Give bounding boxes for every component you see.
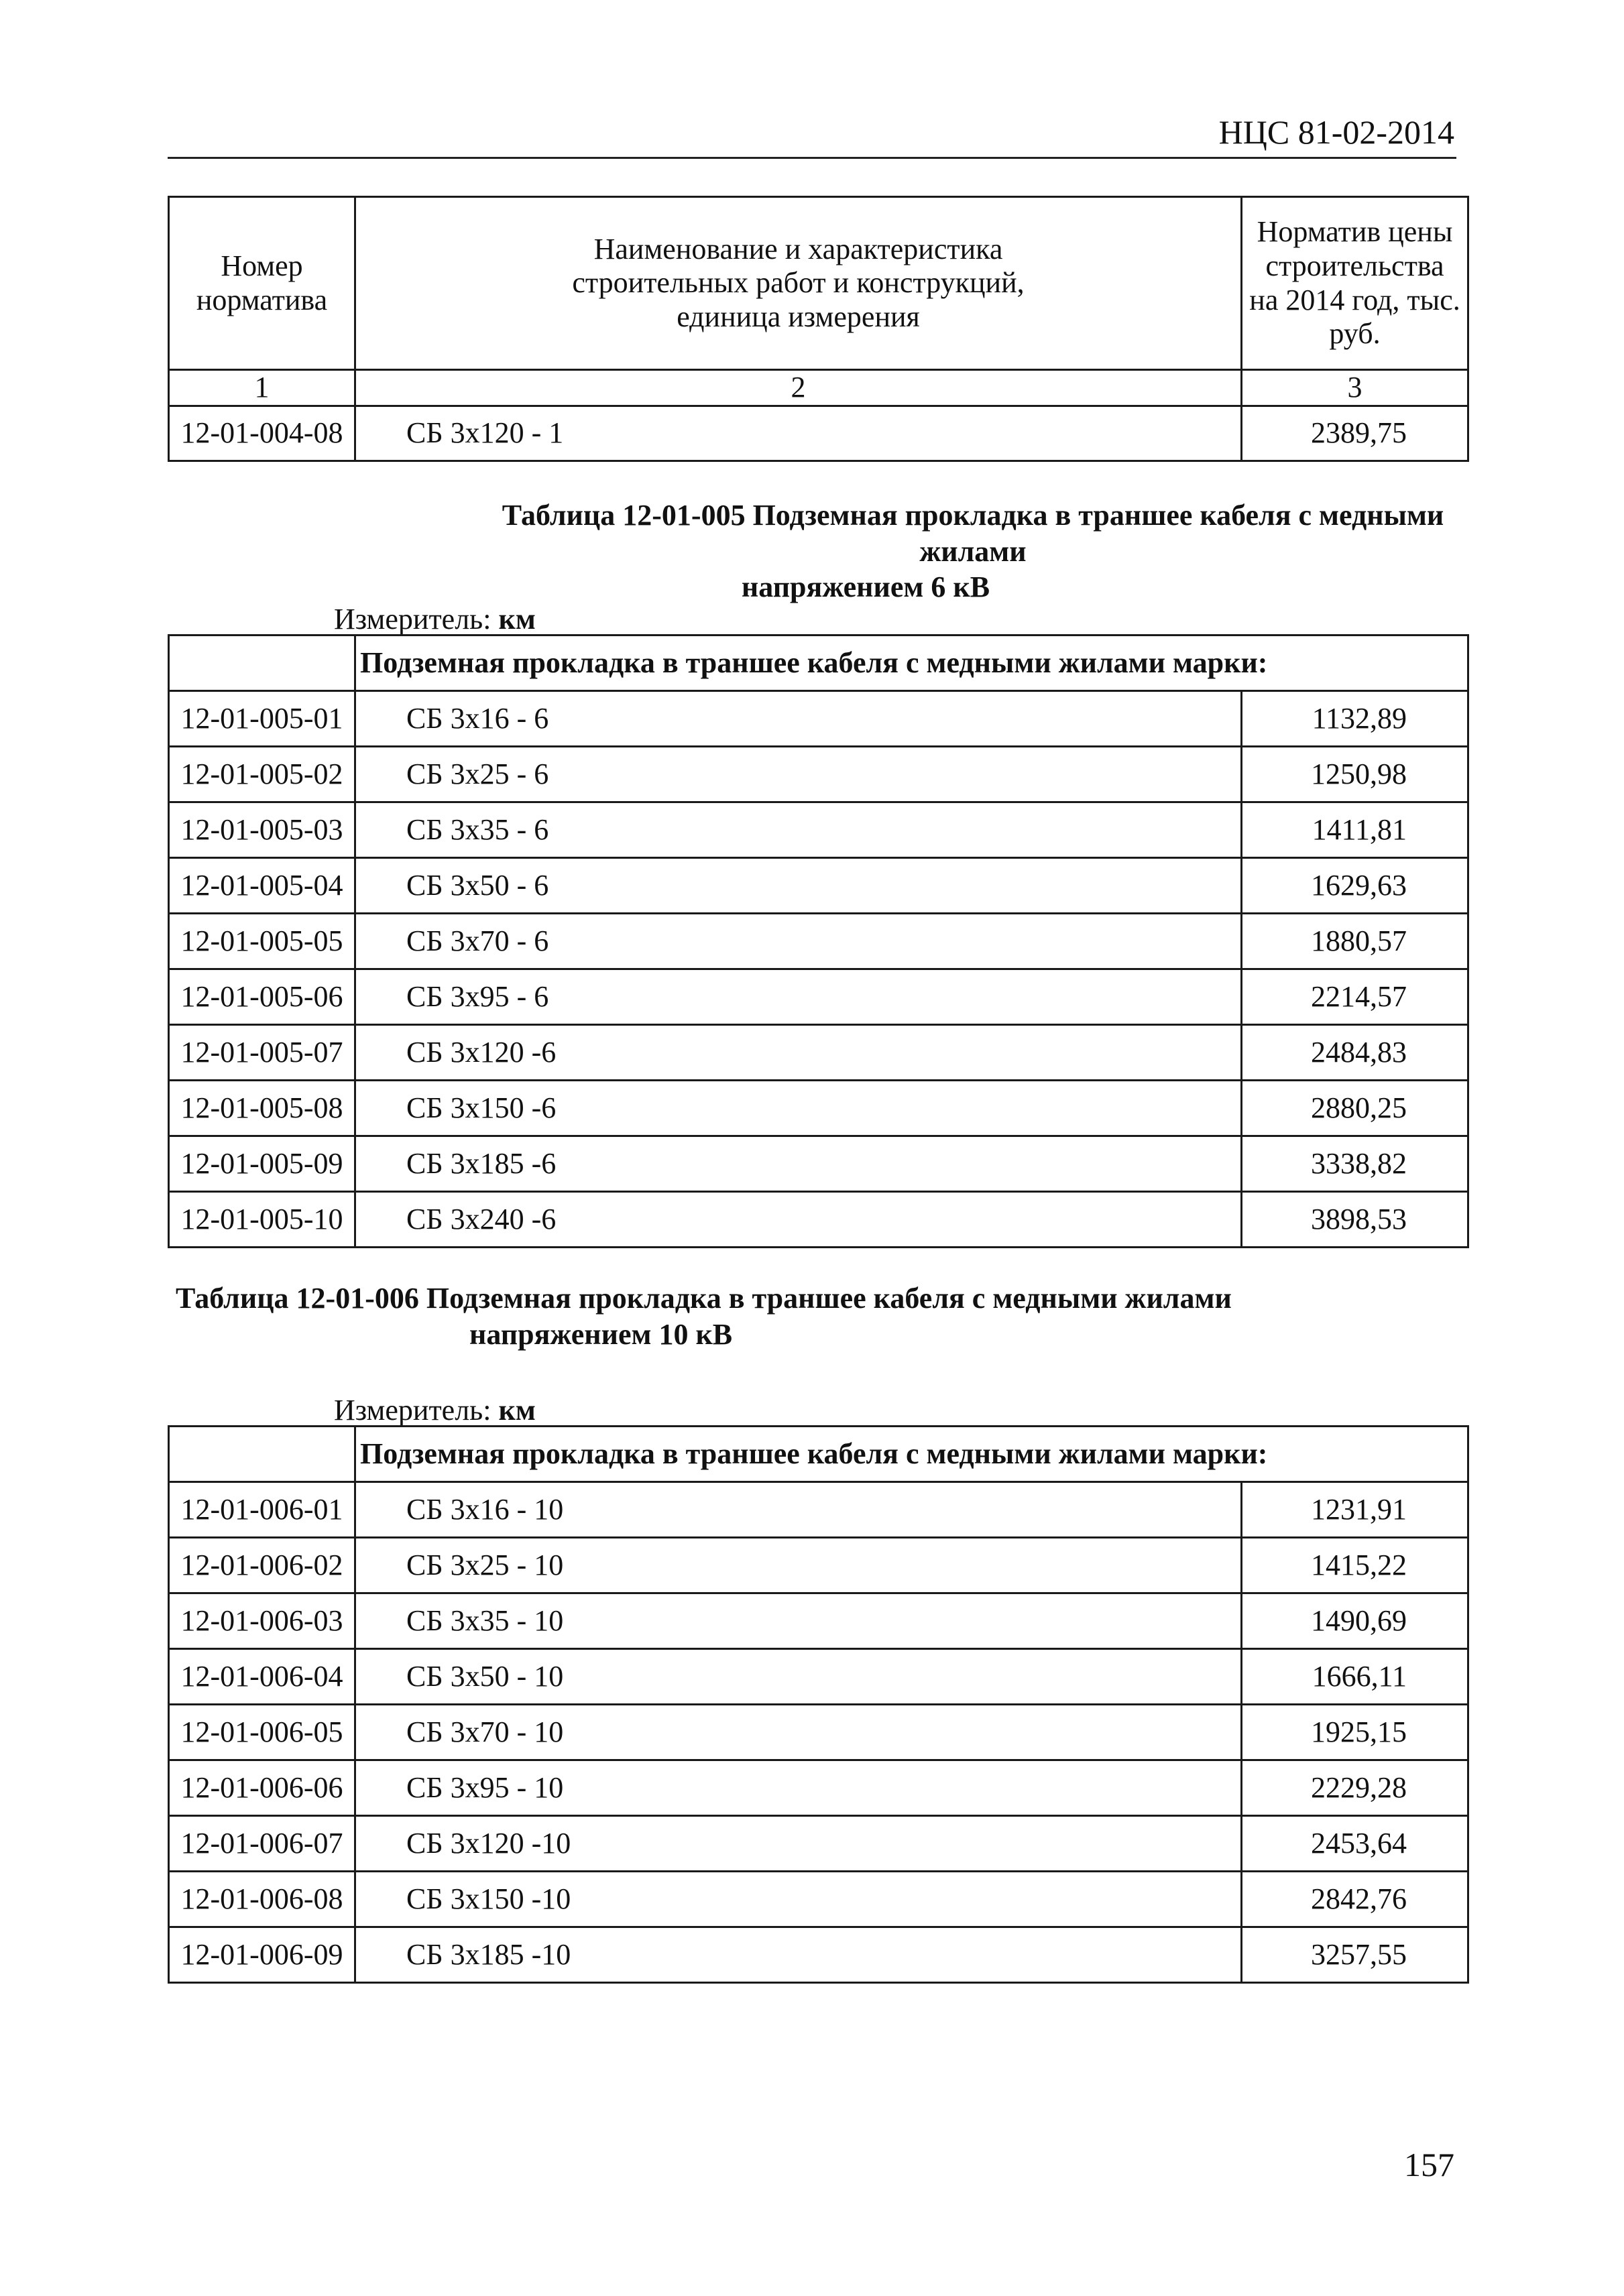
row-name: СБ 3х120 -6 xyxy=(355,1025,1242,1081)
table-005-caption-line1: Таблица 12-01-005 Подземная прокладка в траншее кабеля с медными жилами xyxy=(502,499,1444,568)
column-number-row xyxy=(169,370,1468,406)
row-name: СБ 3х70 - 10 xyxy=(355,1705,1242,1760)
row-code: 12-01-005-01 xyxy=(169,691,355,747)
row-value: 1925,15 xyxy=(1242,1705,1468,1760)
column-header-name: Наименование и характеристика строительных работ и конструкций, единица измерения xyxy=(355,197,1242,370)
row-name: СБ 3х16 - 10 xyxy=(355,1482,1242,1538)
row-name: СБ 3х35 - 10 xyxy=(355,1593,1242,1649)
table-row xyxy=(169,1927,1468,1983)
table-006-meter xyxy=(334,1393,536,1427)
row-code: 12-01-005-09 xyxy=(169,1136,355,1192)
table-row xyxy=(169,1816,1468,1872)
row-code: 12-01-005-08 xyxy=(169,1081,355,1136)
table-005-caption-line2: напряжением 6 кВ xyxy=(741,570,990,604)
row-name: СБ 3х50 - 6 xyxy=(355,858,1242,914)
group-header-row xyxy=(169,1427,1468,1482)
group-header: Подземная прокладка в траншее кабеля с медными жилами марки: xyxy=(355,636,1468,691)
row-code: 12-01-006-05 xyxy=(169,1705,355,1760)
row-value: 1490,69 xyxy=(1242,1593,1468,1649)
row-value: 2453,64 xyxy=(1242,1816,1468,1872)
table-row xyxy=(169,1760,1468,1816)
table-row xyxy=(169,1482,1468,1538)
table-row xyxy=(169,1649,1468,1705)
document-code: НЦС 81-02-2014 xyxy=(1218,113,1454,151)
meter-label: Измеритель: xyxy=(334,1394,491,1427)
table-006-caption-line2: напряжением 10 кВ xyxy=(469,1317,733,1351)
row-value: 3898,53 xyxy=(1242,1192,1468,1248)
row-name: СБ 3х50 - 10 xyxy=(355,1649,1242,1705)
group-header: Подземная прокладка в траншее кабеля с медными жилами марки: xyxy=(355,1427,1468,1482)
header-table xyxy=(168,196,1469,462)
row-name: СБ 3х120 - 1 xyxy=(355,406,1242,461)
row-value: 1231,91 xyxy=(1242,1482,1468,1538)
table-row xyxy=(169,1025,1468,1081)
row-value: 1415,22 xyxy=(1242,1538,1468,1593)
table-006-body xyxy=(169,1482,1468,1983)
row-name: СБ 3х25 - 6 xyxy=(355,747,1242,802)
table-row xyxy=(169,1872,1468,1927)
row-value: 3257,55 xyxy=(1242,1927,1468,1983)
row-code: 12-01-005-06 xyxy=(169,969,355,1025)
row-code: 12-01-005-03 xyxy=(169,802,355,858)
table-row xyxy=(169,1705,1468,1760)
row-code: 12-01-006-09 xyxy=(169,1927,355,1983)
row-name: СБ 3х185 -6 xyxy=(355,1136,1242,1192)
row-value: 3338,82 xyxy=(1242,1136,1468,1192)
row-name: СБ 3х120 -10 xyxy=(355,1816,1242,1872)
row-name: СБ 3х35 - 6 xyxy=(355,802,1242,858)
row-name: СБ 3х25 - 10 xyxy=(355,1538,1242,1593)
row-value: 2484,83 xyxy=(1242,1025,1468,1081)
row-name: СБ 3х95 - 10 xyxy=(355,1760,1242,1816)
row-value: 1250,98 xyxy=(1242,747,1468,802)
row-value: 1411,81 xyxy=(1242,802,1468,858)
table-005-caption xyxy=(168,497,1456,605)
table-row xyxy=(169,1538,1468,1593)
row-code: 12-01-005-10 xyxy=(169,1192,355,1248)
meter-label: Измеритель: xyxy=(334,603,491,636)
column-header-code: Номер норматива xyxy=(169,197,355,370)
row-value: 2229,28 xyxy=(1242,1760,1468,1816)
table-006 xyxy=(168,1425,1469,1984)
row-code: 12-01-006-01 xyxy=(169,1482,355,1538)
row-code: 12-01-005-05 xyxy=(169,914,355,969)
row-value: 2842,76 xyxy=(1242,1872,1468,1927)
row-value: 2389,75 xyxy=(1242,406,1468,461)
row-name: СБ 3х16 - 6 xyxy=(355,691,1242,747)
row-value: 1666,11 xyxy=(1242,1649,1468,1705)
row-name: СБ 3х240 -6 xyxy=(355,1192,1242,1248)
table-row xyxy=(169,858,1468,914)
row-name: СБ 3х95 - 6 xyxy=(355,969,1242,1025)
table-row xyxy=(169,1593,1468,1649)
row-value: 1132,89 xyxy=(1242,691,1468,747)
row-code: 12-01-006-07 xyxy=(169,1816,355,1872)
row-code: 12-01-004-08 xyxy=(169,406,355,461)
row-value: 2214,57 xyxy=(1242,969,1468,1025)
page-number: 157 xyxy=(1404,2146,1454,2183)
table-006-caption xyxy=(168,1280,1456,1352)
group-header-row xyxy=(169,636,1468,691)
table-005-body xyxy=(169,691,1468,1248)
meter-unit: км xyxy=(498,603,536,636)
table-row xyxy=(169,747,1468,802)
table-row xyxy=(169,406,1468,461)
column-header-row xyxy=(169,197,1468,370)
row-value: 1880,57 xyxy=(1242,914,1468,969)
table-005-meter xyxy=(334,602,536,636)
row-name: СБ 3х70 - 6 xyxy=(355,914,1242,969)
meter-unit: км xyxy=(498,1394,536,1427)
row-code: 12-01-006-04 xyxy=(169,1649,355,1705)
row-code: 12-01-006-03 xyxy=(169,1593,355,1649)
table-row xyxy=(169,1081,1468,1136)
row-value: 1629,63 xyxy=(1242,858,1468,914)
row-name: СБ 3х150 -6 xyxy=(355,1081,1242,1136)
row-name: СБ 3х150 -10 xyxy=(355,1872,1242,1927)
column-number-1: 1 xyxy=(169,370,355,406)
row-code: 12-01-006-02 xyxy=(169,1538,355,1593)
table-006-caption-line1: Таблица 12-01-006 Подземная прокладка в траншее кабеля с медными жилами xyxy=(176,1282,1232,1315)
row-code: 12-01-006-06 xyxy=(169,1760,355,1816)
table-row xyxy=(169,1136,1468,1192)
group-header-empty xyxy=(169,1427,355,1482)
table-row xyxy=(169,914,1468,969)
column-number-3: 3 xyxy=(1242,370,1468,406)
column-number-2: 2 xyxy=(355,370,1242,406)
column-header-price: Норматив цены строительства на 2014 год, тыс. руб. xyxy=(1242,197,1468,370)
row-code: 12-01-005-04 xyxy=(169,858,355,914)
row-code: 12-01-005-02 xyxy=(169,747,355,802)
table-row xyxy=(169,691,1468,747)
table-row xyxy=(169,802,1468,858)
row-code: 12-01-006-08 xyxy=(169,1872,355,1927)
row-value: 2880,25 xyxy=(1242,1081,1468,1136)
row-name: СБ 3х185 -10 xyxy=(355,1927,1242,1983)
row-code: 12-01-005-07 xyxy=(169,1025,355,1081)
table-row xyxy=(169,969,1468,1025)
table-005 xyxy=(168,634,1469,1248)
header-rule xyxy=(168,157,1456,159)
table-row xyxy=(169,1192,1468,1248)
group-header-empty xyxy=(169,636,355,691)
